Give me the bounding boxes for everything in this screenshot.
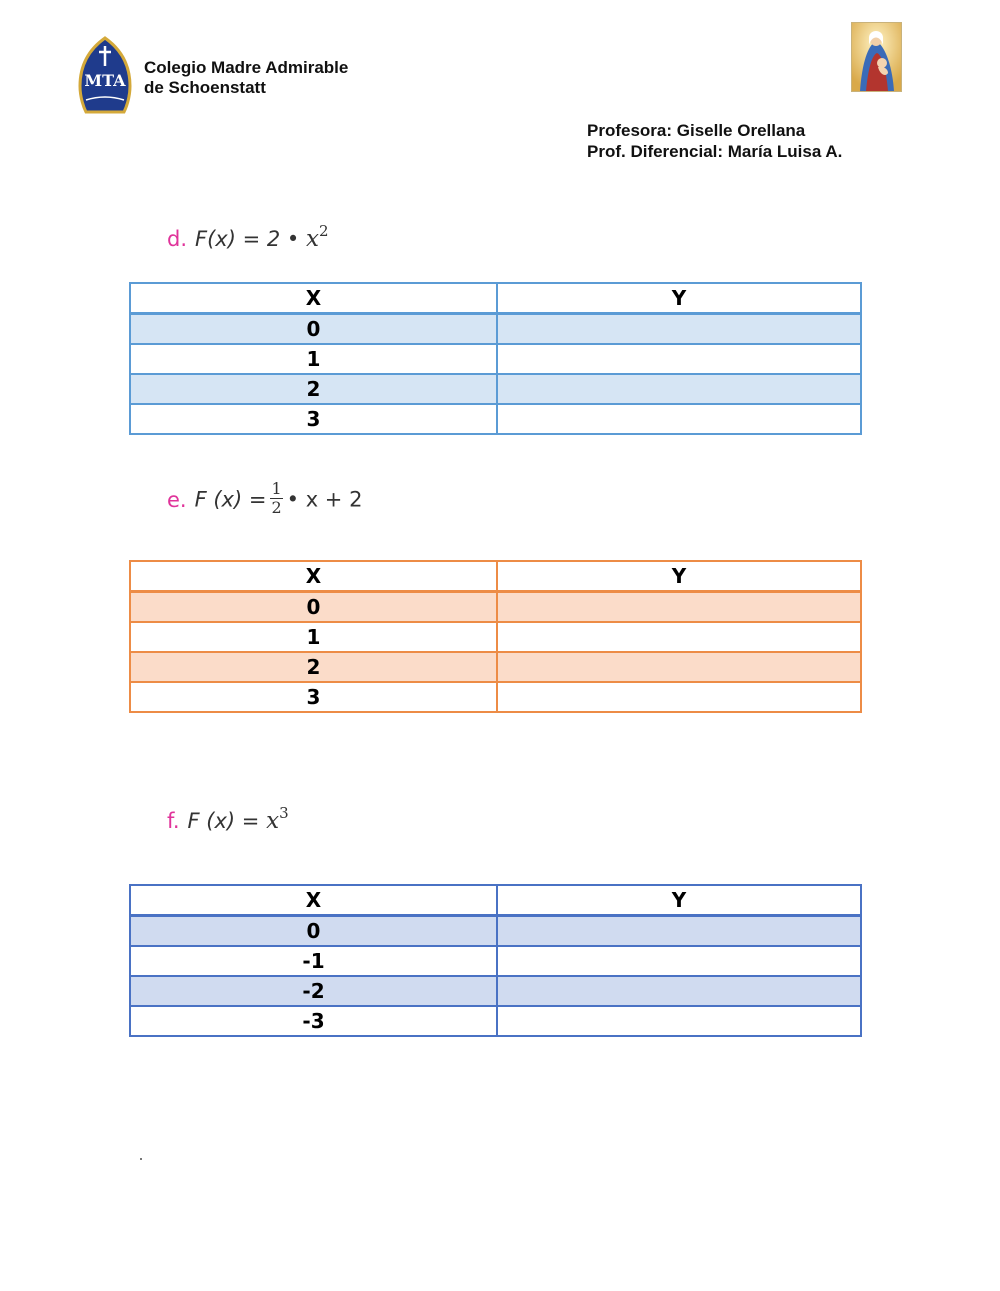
formula-f — [167, 804, 289, 834]
cell-x: 2 — [130, 374, 497, 404]
table-header-row — [130, 885, 861, 916]
school-logo — [76, 36, 134, 116]
formula-variable: x — [305, 226, 319, 252]
formula-lhs: F(x) = 2 • — [195, 227, 300, 251]
formula-exponent: 2 — [318, 222, 329, 240]
differential-teacher-line: Prof. Diferencial: María Luisa A. — [587, 142, 843, 161]
fraction-denominator: 2 — [271, 498, 282, 517]
formula-rhs: • x + 2 — [286, 487, 363, 512]
teachers-info — [587, 120, 842, 162]
table-row — [130, 314, 861, 345]
cell-y-input[interactable] — [497, 344, 861, 374]
cell-y-input[interactable] — [497, 946, 861, 976]
header-x: X — [130, 561, 497, 592]
formula-exponent: 3 — [279, 804, 289, 822]
school-name-line1: Colegio Madre Admirable — [144, 58, 349, 77]
cell-x: 1 — [130, 622, 497, 652]
header-y: Y — [497, 561, 861, 592]
fraction-numerator: 1 — [271, 479, 282, 498]
header-y: Y — [497, 885, 861, 916]
table-row — [130, 404, 861, 434]
fraction — [270, 480, 282, 517]
table-row — [130, 652, 861, 682]
table-row — [130, 976, 861, 1006]
virgin-mary-image — [851, 22, 902, 92]
cell-x: -1 — [130, 946, 497, 976]
cell-y-input[interactable] — [497, 976, 861, 1006]
values-table-d — [129, 282, 862, 435]
table-row — [130, 946, 861, 976]
header-x: X — [130, 885, 497, 916]
values-table-e — [129, 560, 862, 713]
cell-x: -3 — [130, 1006, 497, 1036]
table-row — [130, 622, 861, 652]
teacher-line: Profesora: Giselle Orellana — [587, 121, 806, 140]
cell-y-input[interactable] — [497, 682, 861, 712]
table-row — [130, 344, 861, 374]
cell-y-input[interactable] — [497, 404, 861, 434]
cell-y-input[interactable] — [497, 314, 861, 345]
table-row — [130, 592, 861, 623]
table-header-row — [130, 561, 861, 592]
cell-x: 1 — [130, 344, 497, 374]
table-row — [130, 1006, 861, 1036]
table-row — [130, 682, 861, 712]
cell-x: 0 — [130, 314, 497, 345]
formula-d — [167, 222, 329, 252]
school-name — [144, 58, 348, 98]
header-y: Y — [497, 283, 861, 314]
cell-x: 3 — [130, 404, 497, 434]
formula-variable: x — [266, 808, 280, 834]
cell-x: 0 — [130, 592, 497, 623]
cell-y-input[interactable] — [497, 622, 861, 652]
values-table-f — [129, 884, 862, 1037]
item-letter: d. — [167, 227, 188, 251]
cell-y-input[interactable] — [497, 652, 861, 682]
formula-lhs: F (x) = — [187, 809, 260, 833]
formula-lhs: F (x) = — [194, 487, 267, 512]
cell-x: 2 — [130, 652, 497, 682]
item-letter: f. — [167, 809, 180, 833]
cell-x: -2 — [130, 976, 497, 1006]
cell-x: 0 — [130, 916, 497, 947]
table-header-row — [130, 283, 861, 314]
formula-e — [167, 479, 363, 519]
table-row — [130, 374, 861, 404]
cell-y-input[interactable] — [497, 374, 861, 404]
cell-y-input[interactable] — [497, 1006, 861, 1036]
school-name-line2: de Schoenstatt — [144, 78, 266, 97]
cell-x: 3 — [130, 682, 497, 712]
item-letter: e. — [167, 487, 187, 512]
stray-dot — [140, 1158, 142, 1160]
table-row — [130, 916, 861, 947]
cell-y-input[interactable] — [497, 592, 861, 623]
logo-letters: MTA — [84, 71, 126, 90]
header-x: X — [130, 283, 497, 314]
cell-y-input[interactable] — [497, 916, 861, 947]
